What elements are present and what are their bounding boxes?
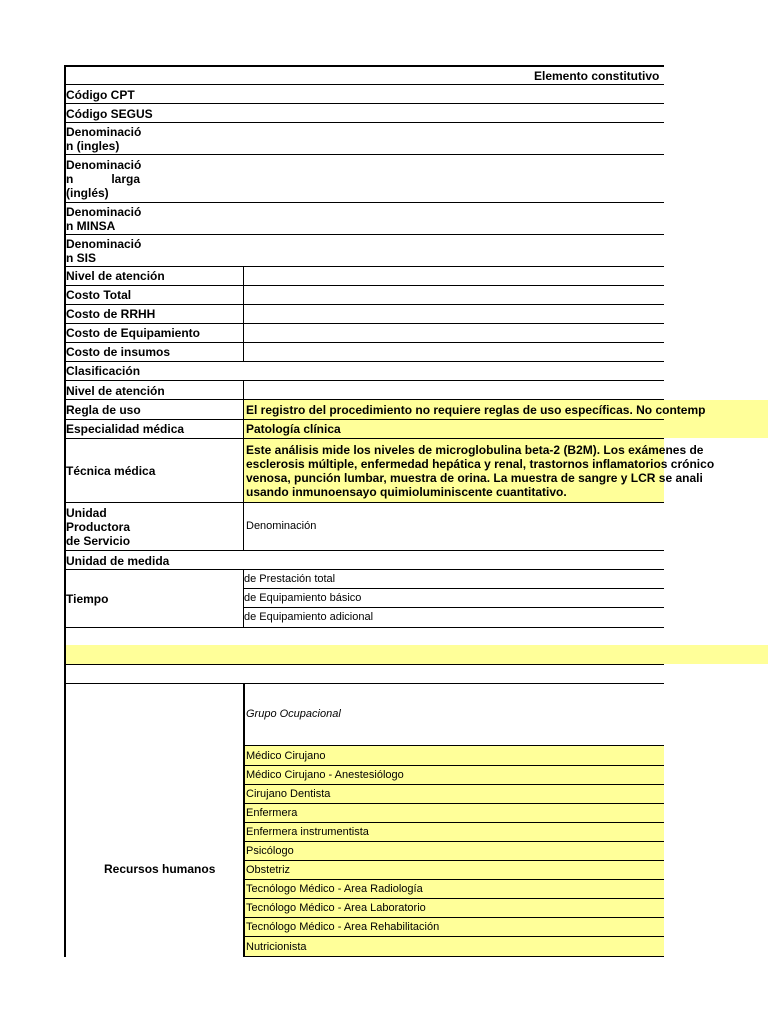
- tiempo-row: de Equipamiento adicional: [244, 611, 374, 623]
- grid-line: [64, 202, 664, 203]
- label-especialidad: Especialidad médica: [66, 422, 185, 436]
- value-tecnica: Este análisis mide los niveles de microglobulina beta-2 (B2M). Los exámenes de esclerosis múltiple, enfermedad hepática y renal, trastornos inflamatorios crónico venosa, punción lumbar, muestra de orina. La muestra de sangre y LCR se anali usando inmunoensayo quimioluminiscente cuantitativo.: [246, 443, 715, 499]
- label-unidad-productora: Unidad Productora de Servicio: [66, 506, 131, 548]
- grid-line: [244, 588, 664, 589]
- grid-line: [244, 765, 664, 766]
- grid-col-divider: [243, 266, 244, 361]
- grid-line: [244, 803, 664, 804]
- label-tiempo: Tiempo: [66, 592, 109, 606]
- grid-line: [64, 569, 664, 570]
- ocupacion-item: Médico Cirujano: [246, 750, 326, 762]
- ocupacion-item: Médico Cirujano - Anestesiólogo: [246, 769, 404, 781]
- grid-line: [244, 607, 664, 608]
- grid-line: [64, 285, 664, 286]
- label-costo-equipamiento: Costo de Equipamiento: [66, 326, 201, 340]
- grupo-ocupacional-header: Grupo Ocupacional: [246, 708, 341, 720]
- grid-line: [64, 380, 664, 381]
- grid-line: [64, 266, 664, 267]
- ocupacion-item: Enfermera: [246, 807, 298, 819]
- grid-line: [64, 438, 664, 439]
- grid-col-divider: [243, 683, 245, 957]
- grid-line: [244, 956, 664, 957]
- grid-line: [64, 304, 664, 305]
- grid-line: [244, 936, 664, 937]
- ocupacion-item: Tecnólogo Médico - Area Rehabilitación: [246, 921, 440, 933]
- grid-line: [64, 502, 664, 503]
- label-line: n larga: [66, 172, 140, 186]
- ocupacion-item: Tecnólogo Médico - Area Radiología: [246, 883, 423, 895]
- grid-line: [64, 664, 664, 665]
- ocupacion-item: Cirujano Dentista: [246, 788, 331, 800]
- ocupacion-item: Tecnólogo Médico - Area Laboratorio: [246, 902, 426, 914]
- ocupacion-item: Enfermera instrumentista: [246, 826, 369, 838]
- label-costo-rrhh: Costo de RRHH: [66, 307, 156, 321]
- label-costo-insumos: Costo de insumos: [66, 345, 171, 359]
- label-denominacion-minsa: Denominació n MINSA: [66, 205, 142, 233]
- label-recursos-humanos: Recursos humanos: [104, 862, 216, 876]
- highlight-band: [64, 645, 768, 664]
- label-unidad-medida: Unidad de medida: [66, 554, 170, 568]
- grid-line: [64, 154, 664, 155]
- grid-line: [64, 361, 664, 362]
- grid-line: [244, 822, 664, 823]
- grid-line: [64, 419, 664, 420]
- header-title: Elemento constitutivo: [534, 69, 660, 83]
- grid-line: [244, 784, 664, 785]
- value-unidad-productora: Denominación: [246, 520, 317, 532]
- value-especialidad: Patología clínica: [246, 422, 341, 436]
- label-costo-total: Costo Total: [66, 288, 132, 302]
- ocupacion-item: Psicólogo: [246, 845, 294, 857]
- label-codigo-cpt: Código CPT: [66, 88, 135, 102]
- label-denominacion-larga: Denominació n larga (inglés): [66, 158, 142, 200]
- label-denominacion-ingles: Denominació n (ingles): [66, 125, 142, 153]
- label-codigo-segus: Código SEGUS: [66, 107, 153, 121]
- label-nivel-atencion: Nivel de atención: [66, 269, 165, 283]
- grid-line: [244, 745, 664, 746]
- grid-line: [64, 627, 664, 628]
- tiempo-row: de Prestación total: [244, 573, 336, 585]
- grid-line: [244, 898, 664, 899]
- ocupacion-item: Nutricionista: [246, 941, 307, 953]
- label-tecnica: Técnica médica: [66, 464, 156, 478]
- grid-line: [64, 65, 664, 67]
- grid-line: [244, 879, 664, 880]
- grid-line: [244, 917, 664, 918]
- label-clasificacion: Clasificación: [66, 364, 141, 378]
- grid-line: [64, 122, 664, 123]
- grid-line: [244, 841, 664, 842]
- grid-line: [244, 860, 664, 861]
- tiempo-row: de Equipamiento básico: [244, 592, 362, 604]
- label-nivel-atencion-2: Nivel de atención: [66, 384, 165, 398]
- grid-line: [64, 342, 664, 343]
- label-regla-uso: Regla de uso: [66, 403, 141, 417]
- grid-line: [64, 323, 664, 324]
- grid-line: [64, 84, 664, 85]
- value-regla-uso: El registro del procedimiento no requiere reglas de uso específicas. No contemp: [246, 403, 706, 417]
- grid-line: [64, 550, 664, 551]
- grid-line: [64, 399, 664, 400]
- label-denominacion-sis: Denominació n SIS: [66, 237, 142, 265]
- grid-col-divider: [243, 380, 244, 550]
- grid-line: [64, 683, 664, 684]
- ocupacion-item: Obstetriz: [246, 864, 291, 876]
- grid-line: [64, 234, 664, 235]
- grid-line: [64, 103, 664, 104]
